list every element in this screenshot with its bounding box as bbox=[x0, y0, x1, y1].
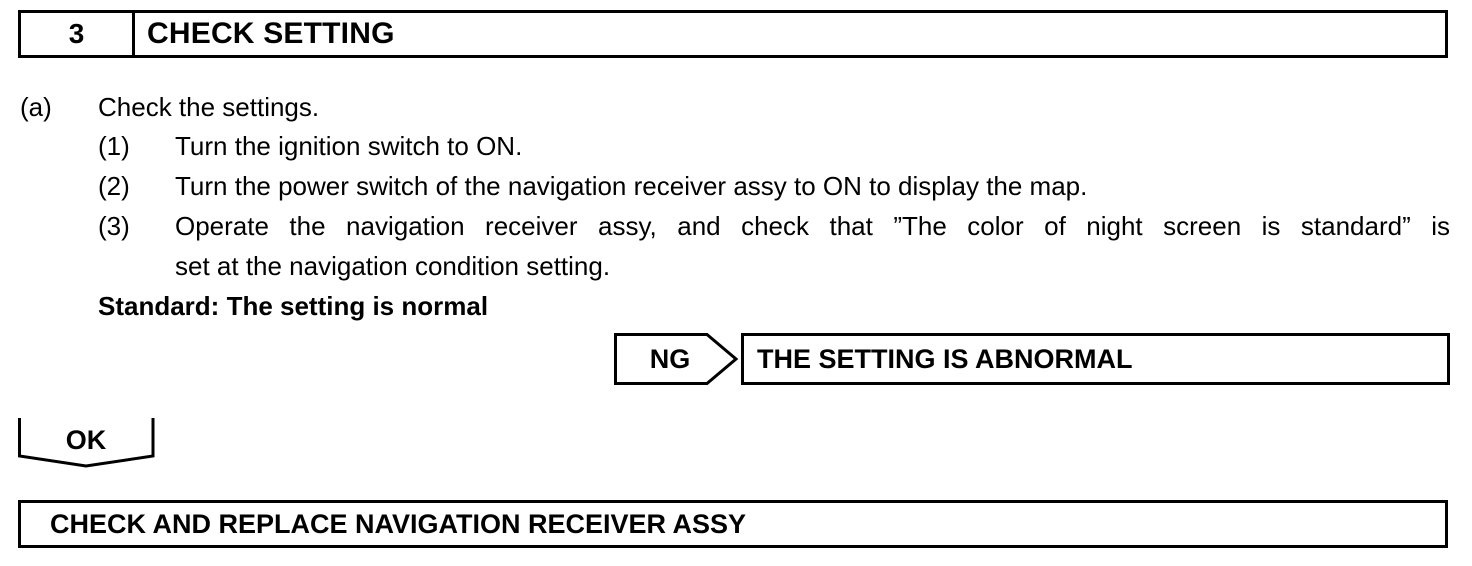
ok-branch bbox=[18, 418, 156, 468]
substep-1-text: Turn the ignition switch to ON. bbox=[175, 131, 523, 161]
ok-label: OK bbox=[65, 424, 107, 455]
substep-2 bbox=[98, 166, 1450, 206]
substep-3 bbox=[98, 206, 1450, 286]
step-number: 3 bbox=[21, 13, 135, 55]
substep-2-text: Turn the power switch of the navigation receiver assy to ON to display the map. bbox=[175, 171, 1088, 201]
step-a-text: Check the settings. bbox=[98, 92, 320, 122]
substep-3-text-line2: set at the navigation condition setting. bbox=[175, 251, 611, 281]
substep-3-text-line1: Operate the navigation receiver assy, and check that ”The color of night screen is standard” is bbox=[175, 211, 1450, 241]
step-header bbox=[18, 10, 1448, 58]
ng-label: NG bbox=[649, 343, 691, 374]
ng-result-box: THE SETTING IS ABNORMAL bbox=[741, 333, 1450, 385]
substep-3-marker: (3) bbox=[98, 211, 130, 241]
final-action-box: CHECK AND REPLACE NAVIGATION RECEIVER ASSY bbox=[18, 500, 1448, 548]
substep-1 bbox=[98, 126, 1450, 166]
procedure-step-a bbox=[20, 87, 1450, 127]
step-title: CHECK SETTING bbox=[147, 17, 395, 50]
substep-1-marker: (1) bbox=[98, 131, 130, 161]
standard-text: Standard: The setting is normal bbox=[98, 291, 489, 321]
substep-2-marker: (2) bbox=[98, 171, 130, 201]
step-a-marker: (a) bbox=[20, 92, 52, 122]
ng-result-group bbox=[614, 333, 1450, 385]
